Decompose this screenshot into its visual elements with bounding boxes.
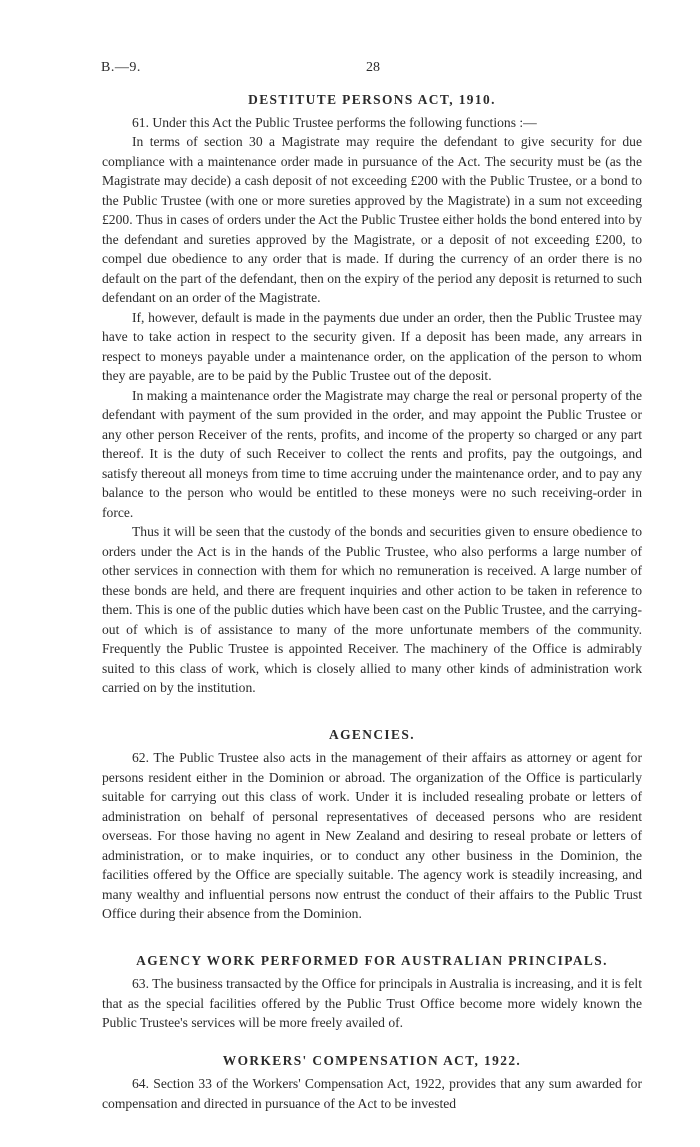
heading-workers-compensation-act: WORKERS' COMPENSATION ACT, 1922. xyxy=(222,1052,522,1068)
paragraph-62: 62. The Public Trustee also acts in the management of their affairs as attorney or agent for persons resident either in the Dominion or abroad. The organization of the Office is particularly suitable for carrying out this class of work. Under it is included resealing probate or letters of administration on behalf of personal representatives of deceased persons who are resident overseas. For those having no agent in New Zealand and desiring to reseal probate or letters of administration, or to make inquiries, or to conduct any other business in the Dominion, the facilities offered by the Office are specially suitable. The agency work is steadily increasing, and many wealthy and influential persons now entrust the conduct of their affairs to the Public Trust Office during their absence from the Dominion. xyxy=(102,750,642,921)
paragraph-61: 61. Under this Act the Public Trustee performs the following functions :— xyxy=(132,114,537,130)
paragraph-61-receiver: In making a maintenance order the Magistrate may charge the real or personal property of the defendant with payment of the sum provided in the order, and may appoint the Public Trustee or any other person Receiver of the rents, profits, and income of the property so charged or any part thereof. It is the duty of such Receiver to collect the rents and profits, pay the outgoings, and satisfy thereout all moneys from time to time accruing under the maintenance order, and to pay any balance to the person who would be entitled to these moneys were no such receiving-order in force. xyxy=(102,387,642,520)
paragraph-64: 64. Section 33 of the Workers' Compensation Act, 1922, provides that any sum awarded for compensation and directed in pursuance of the Act to be invested xyxy=(102,1076,642,1111)
page-number: 28 xyxy=(366,60,380,75)
document-body xyxy=(102,90,642,1113)
paragraph-61-default: If, however, default is made in the payments due under an order, then the Public Trustee may have to take action in respect to the security given. If a deposit has been made, any arrears in respect to moneys payable under a maintenance order, on the application of the person to whom they are payable, are to be paid by the Public Trustee out of the deposit. xyxy=(102,309,642,383)
paragraph-61-custody: Thus it will be seen that the custody of the bonds and securities given to ensure obedience to orders under the Act is in the hands of the Public Trustee, who also performs a large number of other services in connection with them for which no remuneration is received. A large number of these bonds are held, and there are frequent inquiries and other action to be taken in reference to them. This is one of the public duties which have been cast on the Public Trustee, and the carrying-out of which is of assistance to many of the more unfortunate members of the community. Frequently the Public Trustee is appointed Receiver. The machinery of the Office is admirably suited to this class of work, which is closely allied to many other kinds of administration work carried on by the institution. xyxy=(102,524,642,695)
paragraph-61-security: In terms of section 30 a Magistrate may require the defendant to give security for due compliance with a maintenance order made in pursuance of the Act. The security must be (as the Magistrate may decide) a cash deposit of not exceeding £200 with the Public Trustee, or a bond to the Public Trustee (with one or more sureties approved by the Magistrate) in a sum not exceeding £200. Thus in cases of orders under the Act the Public Trustee either holds the bond entered into by the defendant and sureties approved by the Magistrate, or a deposit of not exceeding £200, to compel due obedience to any order that is made. If during the currency of an order there is no default on the part of the defendant, then on the expiry of the period any deposit is returned to such defendant on an order of the Magistrate. xyxy=(102,134,643,305)
document-reference: B.—9. xyxy=(101,60,141,75)
heading-australian-principals: AGENCY WORK PERFORMED FOR AUSTRALIAN PRINCIPALS. xyxy=(136,952,608,968)
heading-destitute-persons-act: DESTITUTE PERSONS ACT, 1910. xyxy=(248,92,496,107)
heading-agencies: AGENCIES. xyxy=(329,726,415,742)
paragraph-63: 63. The business transacted by the Office for principals in Australia is increasing, and it is felt that as the special facilities offered by the Public Trust Office become more widely known the Public Trustee's services will be more freely availed of. xyxy=(102,976,642,1030)
